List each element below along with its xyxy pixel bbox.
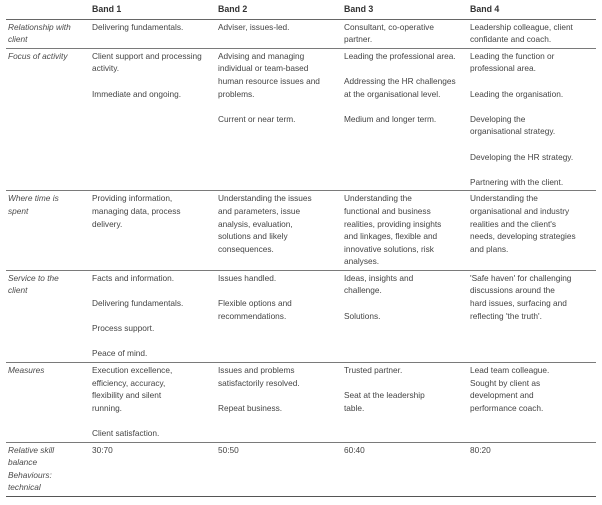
row-label-line: Focus of activity bbox=[8, 50, 68, 61]
cell-text-line: confidante and coach. bbox=[470, 34, 552, 45]
row-label bbox=[6, 19, 90, 48]
row-label-line: balance bbox=[8, 457, 38, 468]
cell-band-3 bbox=[342, 270, 468, 362]
cell-band-2 bbox=[216, 363, 342, 443]
cell-text-line: innovative solutions, risk bbox=[344, 243, 434, 254]
header-band-2: Band 2 bbox=[216, 0, 342, 19]
cell-band-2 bbox=[216, 19, 342, 48]
cell-text-line: Providing information, bbox=[92, 193, 173, 204]
cell-band-4 bbox=[468, 270, 596, 362]
cell-text-line: Consultant, co-operative bbox=[344, 21, 434, 32]
cell-band-4 bbox=[468, 19, 596, 48]
cell-band-1 bbox=[90, 48, 216, 191]
paragraph-gap bbox=[470, 75, 594, 88]
cell-text-line: activity. bbox=[92, 63, 120, 74]
cell-text-line: consequences. bbox=[218, 243, 274, 254]
paragraph-gap bbox=[344, 377, 466, 390]
cell-text-line: 80:20 bbox=[470, 444, 491, 455]
cell-text-line: Addressing the HR challenges bbox=[344, 75, 456, 86]
header-band-3: Band 3 bbox=[342, 0, 468, 19]
cell-band-1 bbox=[90, 363, 216, 443]
cell-text-line: 60:40 bbox=[344, 444, 365, 455]
cell-text-line: at the organisational level. bbox=[344, 88, 441, 99]
cell-text-line: Leadership colleague, client bbox=[470, 21, 573, 32]
header-row bbox=[6, 0, 596, 19]
cell-text-line: human resource issues and bbox=[218, 75, 320, 86]
header-band-1: Band 1 bbox=[90, 0, 216, 19]
cell-text-line: satisfactorily resolved. bbox=[218, 377, 300, 388]
cell-text-line: Partnering with the client. bbox=[470, 176, 564, 187]
cell-text-line: delivery. bbox=[92, 218, 123, 229]
cell-band-2 bbox=[216, 191, 342, 271]
table-row bbox=[6, 48, 596, 191]
paragraph-gap bbox=[92, 310, 214, 323]
cell-text-line: challenge. bbox=[344, 285, 382, 296]
cell-band-3 bbox=[342, 191, 468, 271]
paragraph-gap bbox=[344, 100, 466, 113]
cell-text-line: Understanding the bbox=[470, 193, 538, 204]
table-row bbox=[6, 19, 596, 48]
cell-band-3 bbox=[342, 363, 468, 443]
table-row bbox=[6, 270, 596, 362]
row-label-line: Service to the bbox=[8, 272, 59, 283]
table-body bbox=[6, 19, 596, 496]
cell-text-line: organisational strategy. bbox=[470, 126, 556, 137]
cell-text-line: organisational and industry bbox=[470, 205, 570, 216]
row-label-line: Relative skill bbox=[8, 444, 55, 455]
cell-text-line: recommendations. bbox=[218, 310, 287, 321]
cell-text-line: and linkages, flexible and bbox=[344, 231, 438, 242]
cell-text-line: Lead team colleague. bbox=[470, 365, 550, 376]
cell-text-line: 30:70 bbox=[92, 444, 113, 455]
cell-text-line: performance coach. bbox=[470, 402, 544, 413]
cell-text-line: Ideas, insights and bbox=[344, 272, 414, 283]
paragraph-gap bbox=[344, 62, 466, 75]
paragraph-gap bbox=[218, 284, 340, 297]
cell-band-4 bbox=[468, 363, 596, 443]
row-label-line: client bbox=[8, 285, 28, 296]
cell-text-line: Flexible options and bbox=[218, 298, 292, 309]
cell-band-1 bbox=[90, 442, 216, 496]
cell-text-line: analysis, evaluation, bbox=[218, 218, 293, 229]
cell-text-line: Delivering fundamentals. bbox=[92, 298, 184, 309]
cell-text-line: Current or near term. bbox=[218, 113, 296, 124]
cell-text-line: development and bbox=[470, 390, 534, 401]
row-label bbox=[6, 191, 90, 271]
cell-text-line: efficiency, accuracy, bbox=[92, 377, 166, 388]
row-label bbox=[6, 363, 90, 443]
cell-text-line: Execution excellence, bbox=[92, 365, 173, 376]
row-label bbox=[6, 442, 90, 496]
cell-text-line: table. bbox=[344, 402, 365, 413]
cell-text-line: Developing the bbox=[470, 113, 526, 124]
cell-text-line: problems. bbox=[218, 88, 255, 99]
paragraph-gap bbox=[92, 284, 214, 297]
row-label-line: technical bbox=[8, 482, 41, 493]
cell-text-line: Issues handled. bbox=[218, 272, 277, 283]
cell-text-line: Repeat business. bbox=[218, 402, 283, 413]
cell-text-line: Understanding the bbox=[344, 193, 412, 204]
cell-text-line: Trusted partner. bbox=[344, 365, 403, 376]
header-band-4: Band 4 bbox=[468, 0, 596, 19]
band-comparison-table bbox=[6, 0, 596, 497]
cell-text-line: needs, developing strategies bbox=[470, 231, 576, 242]
paragraph-gap bbox=[470, 100, 594, 113]
cell-text-line: realities and the client's bbox=[470, 218, 556, 229]
row-label-line: Measures bbox=[8, 365, 45, 376]
header-empty bbox=[6, 0, 90, 19]
cell-text-line: reflecting 'the truth'. bbox=[470, 310, 542, 321]
cell-band-3 bbox=[342, 442, 468, 496]
cell-text-line: and parameters, issue bbox=[218, 205, 301, 216]
cell-text-line: Client support and processing bbox=[92, 50, 202, 61]
cell-text-line: partner. bbox=[344, 34, 373, 45]
paragraph-gap bbox=[92, 414, 214, 427]
table-row bbox=[6, 442, 596, 496]
cell-text-line: analyses. bbox=[344, 256, 380, 267]
cell-text-line: Leading the professional area. bbox=[344, 50, 456, 61]
cell-text-line: realities, providing insights bbox=[344, 218, 442, 229]
cell-band-3 bbox=[342, 19, 468, 48]
row-label-line: client bbox=[8, 34, 28, 45]
cell-text-line: Client satisfaction. bbox=[92, 428, 160, 438]
cell-text-line: functional and business bbox=[344, 205, 431, 216]
cell-band-2 bbox=[216, 270, 342, 362]
cell-text-line: Sought by client as bbox=[470, 377, 541, 388]
row-label-line: Behaviours: bbox=[8, 469, 52, 480]
paragraph-gap bbox=[470, 163, 594, 176]
paragraph-gap bbox=[218, 100, 340, 113]
row-label bbox=[6, 270, 90, 362]
cell-text-line: managing data, process bbox=[92, 205, 181, 216]
cell-text-line: Facts and information. bbox=[92, 272, 175, 283]
cell-text-line: solutions and likely bbox=[218, 231, 288, 242]
cell-text-line: and plans. bbox=[470, 243, 509, 254]
paragraph-gap bbox=[218, 389, 340, 402]
cell-text-line: professional area. bbox=[470, 63, 536, 74]
cell-text-line: Advising and managing bbox=[218, 50, 305, 61]
cell-text-line: Medium and longer term. bbox=[344, 113, 437, 124]
cell-band-3 bbox=[342, 48, 468, 191]
table-row bbox=[6, 191, 596, 271]
paragraph-gap bbox=[470, 138, 594, 151]
cell-text-line: running. bbox=[92, 402, 122, 413]
row-label bbox=[6, 48, 90, 191]
cell-band-4 bbox=[468, 191, 596, 271]
row-label-line: Relationship with bbox=[8, 21, 71, 32]
row-label-line: Where time is bbox=[8, 193, 59, 204]
cell-band-4 bbox=[468, 48, 596, 191]
cell-text-line: Understanding the issues bbox=[218, 193, 312, 204]
cell-text-line: individual or team-based bbox=[218, 63, 309, 74]
cell-text-line: Process support. bbox=[92, 323, 155, 334]
cell-band-1 bbox=[90, 191, 216, 271]
cell-band-4 bbox=[468, 442, 596, 496]
cell-text-line: Immediate and ongoing. bbox=[92, 88, 182, 99]
cell-text-line: Solutions. bbox=[344, 310, 381, 321]
cell-text-line: flexibility and silent bbox=[92, 390, 162, 401]
cell-band-2 bbox=[216, 48, 342, 191]
cell-text-line: Leading the organisation. bbox=[470, 88, 564, 99]
cell-text-line: 50:50 bbox=[218, 444, 239, 455]
paragraph-gap bbox=[92, 75, 214, 88]
cell-band-1 bbox=[90, 270, 216, 362]
cell-text-line: Leading the function or bbox=[470, 50, 555, 61]
cell-band-2 bbox=[216, 442, 342, 496]
cell-text-line: Delivering fundamentals. bbox=[92, 21, 184, 32]
cell-band-1 bbox=[90, 19, 216, 48]
cell-text-line: 'Safe haven' for challenging bbox=[470, 272, 572, 283]
cell-text-line: hard issues, surfacing and bbox=[470, 298, 567, 309]
cell-text-line: Adviser, issues-led. bbox=[218, 21, 290, 32]
cell-text-line: Peace of mind. bbox=[92, 348, 148, 359]
paragraph-gap bbox=[344, 297, 466, 310]
cell-text-line: Seat at the leadership bbox=[344, 390, 425, 401]
cell-text-line: discussions around the bbox=[470, 285, 555, 296]
cell-text-line: Developing the HR strategy. bbox=[470, 151, 574, 162]
table-row bbox=[6, 363, 596, 443]
row-label-line: spent bbox=[8, 205, 29, 216]
paragraph-gap bbox=[92, 335, 214, 348]
cell-text-line: Issues and problems bbox=[218, 365, 295, 376]
